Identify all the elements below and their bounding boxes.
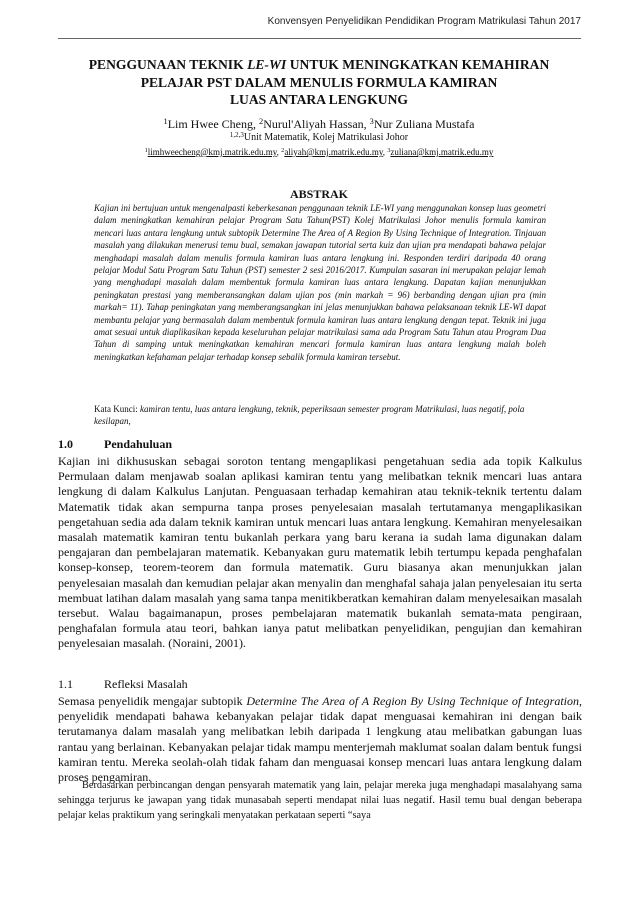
subtopic-name: Determine The Area of A Region By Using Technique of Integration [246, 694, 579, 708]
affiliation-sup: 1,2,3 [229, 130, 244, 139]
paper-title [40, 56, 598, 109]
reflection-paragraph [58, 694, 582, 785]
email-1-sup: 1 [144, 147, 148, 155]
section-heading-problem-reflection [58, 677, 188, 692]
introduction-paragraph: Kajian ini dikhususkan sebagai soroton tentang mengaplikasi pengetahuan sedia ada topik Kalkulus Permulaan dalam menjawab soalan aplikasi kamiran tentu yang melibatkan teknik mencari luas antara lengkung di dalam Kalkulus Lanjutan. Penguasaan terhadap kemahiran atau teknik-teknik tertentu dalam Matematik tidak akan sempurna tanpa proses penyelesaian masalah tertutamanya mengaplikasikan pengetahuan sedia ada dalam teknik kamiran untuk mencari luas antara lengkung. Kemahiran menyelesaikan masalah matematik kamiran tentu bukanlah perkara yang baru kerana ia sudah lama digunakan dalam pengajaran dan pembelajaran matematik. Kebanyakan guru matematik lebih tertumpu kepada penghafalan konsep-konsep, teorem-teorem dan formula matematik. Guru biasanya akan menunjukkan jalan penyelesaian masalah dan kemudian pelajar akan menyalin dan menghafal sahaja jalan penyelesaian itu serta membuat latihan dalam masalah yang sama tanpa menitikberatkan kemahiran dalam menyelesaikan masalah tersebut. Walau bagaimanapun, proses pembelajaran matematik bukanlah semata-mata pengiraan, penghafalan formula atau teori, bahkan ianya patut melibatkan penyelidikan, pengujian dan kemahiran penyelesaian masalah. (Noraini, 2001). [58, 454, 582, 651]
author-3: Nur Zuliana Mustafa [373, 117, 475, 131]
reflection-text-rest: , penyelidik mendapati bahawa kebanyakan pelajar tidak dapat menguasai kemahiran ini dengan baik terutamanya dalam masalah yang melibatkan lebih daripada 1 lengkung atau melibatkan gabungan luas rantau yang berlainan. Kebanyakan pelajar tidak mampu menterjemah maklumat soalan dalam bentuk fungsi kamiran tentu. Mereka seolah-olah tidak faham dan menguasai konsep mencari luas antara lengkung dalam proses pengamiran. [58, 694, 582, 785]
author-2-sup: 2 [259, 117, 264, 127]
title-line-1-end: UNTUK MENINGKATKAN KEMAHIRAN [286, 57, 550, 72]
reflection-text-start: Semasa penyelidik mengajar subtopik [58, 694, 247, 708]
title-technique-name: LE-WI [247, 57, 287, 72]
affiliation-text: Unit Matematik, Kolej Matrikulasi Johor [243, 132, 409, 143]
title-line-2: PELAJAR PST DALAM MENULIS FORMULA KAMIRAN [140, 74, 498, 90]
keywords [94, 403, 546, 428]
author-2: Nurul'Aliyah Hassan, [263, 117, 370, 131]
section-title: Pendahuluan [104, 437, 173, 451]
author-list [40, 117, 598, 131]
title-line-3: LUAS ANTARA LENGKUNG [229, 92, 408, 107]
email-separator: , [382, 147, 388, 157]
running-header: Konvensyen Penyelidikan Pendidikan Program Matrikulasi Tahun 2017 [267, 16, 581, 27]
email-separator: , [276, 147, 282, 157]
affiliation [40, 132, 598, 144]
section-heading-introduction [58, 437, 172, 452]
author-3-sup: 3 [369, 117, 374, 127]
section-number: 1.1 [58, 677, 73, 691]
abstract-heading: ABSTRAK [289, 187, 348, 201]
email-2-link[interactable]: aliyah@kmj.matrik.edu.my [284, 147, 383, 157]
email-2-sup: 2 [281, 147, 285, 155]
email-3-link[interactable]: zuliana@kmj.matrik.edu.my [390, 147, 494, 157]
keywords-text: kamiran tentu, luas antara lengkung, teknik, peperiksaan semester program Matrikulasi, luas negatif, pola kesilapan, [94, 404, 525, 427]
author-emails [20, 147, 618, 158]
abstract-body: Kajian ini bertujuan untuk mengenalpasti keberkesanan penggunaan teknik LE-WI yang menggunakan konsep luas geometri dalam meningkatkan kemahiran pelajar Program Satu Tahun(PST) Kolej Matrikulasi Johor menulis formula kamiran mencari luas antara lengkung untuk subtopik Determine The Area of A Region By Using Technique of Integration. Tinjauan masalah yang dilakukan menerusi temu bual, semakan jawapan tutorial serta kuiz dan ujian pra mendapati bahawa pelajar menghadapi masalah dalam menulis formula kamiran luas antara lengkung ini. Responden terdiri daripada 40 orang pelajar Modul Satu Program Satu Tahun (PST) semester 2 sesi 2016/2017. Kumpulan sasaran ini merupakan pelajar lemah yang menghadapi masalah dalam membentuk formula kamiran luas antara lengkung. Dapatan kajian menunjukkan peningkatan prestasi yang memberansangkan dalam ujian pos (min markah = 96) berbanding dengan ujian pra (min markah= 11). Tahap peningkatan yang memberangsangkan ini jelas menunjukkan bahawa pelaksanaan teknik LE-WI dapat membantu pelajar yang bermasalah dalam membentuk formula kamiran luas antara lengkung dengan tepat. Teknik ini juga amat sesuai untuk diaplikasikan kepada keseluruhan pelajar matrikulasi sama ada Program Satu Tahun atau Program Dua Tahun di samping untuk meningkatkan kemahiran mencari formula kamiran luas antara lengkung malah boleh meningkatkan kefahaman pelajar terhadap konsep sebalik formula kamiran tersebut. [94, 203, 546, 362]
section-number: 1.0 [58, 437, 73, 451]
email-1-link[interactable]: limhweecheng@kmj.matrik.edu.my [147, 147, 277, 157]
title-line-1-start: PENGGUNAAN TEKNIK [88, 57, 248, 72]
author-1: Lim Hwee Cheng, [167, 117, 259, 131]
discussion-paragraph: Berdasarkan perbincangan dengan pensyarah matematik yang lain, pelajar mereka juga menghadapi masalahyang sama sehingga terjurus ke jawapan yang tidak munasabah seperti mendapat nilai luas negatif. Hasil temu bual dengan beberapa pelajar kelas praktikum yang seringkali menyatakan perkataan seperti “saya [58, 780, 582, 822]
section-title: Refleksi Masalah [104, 677, 188, 691]
author-1-sup: 1 [163, 117, 168, 127]
title-line-1 [40, 56, 598, 74]
email-3-sup: 3 [387, 147, 391, 155]
header-rule [58, 38, 581, 39]
keywords-label: Kata Kunci: [94, 404, 140, 414]
